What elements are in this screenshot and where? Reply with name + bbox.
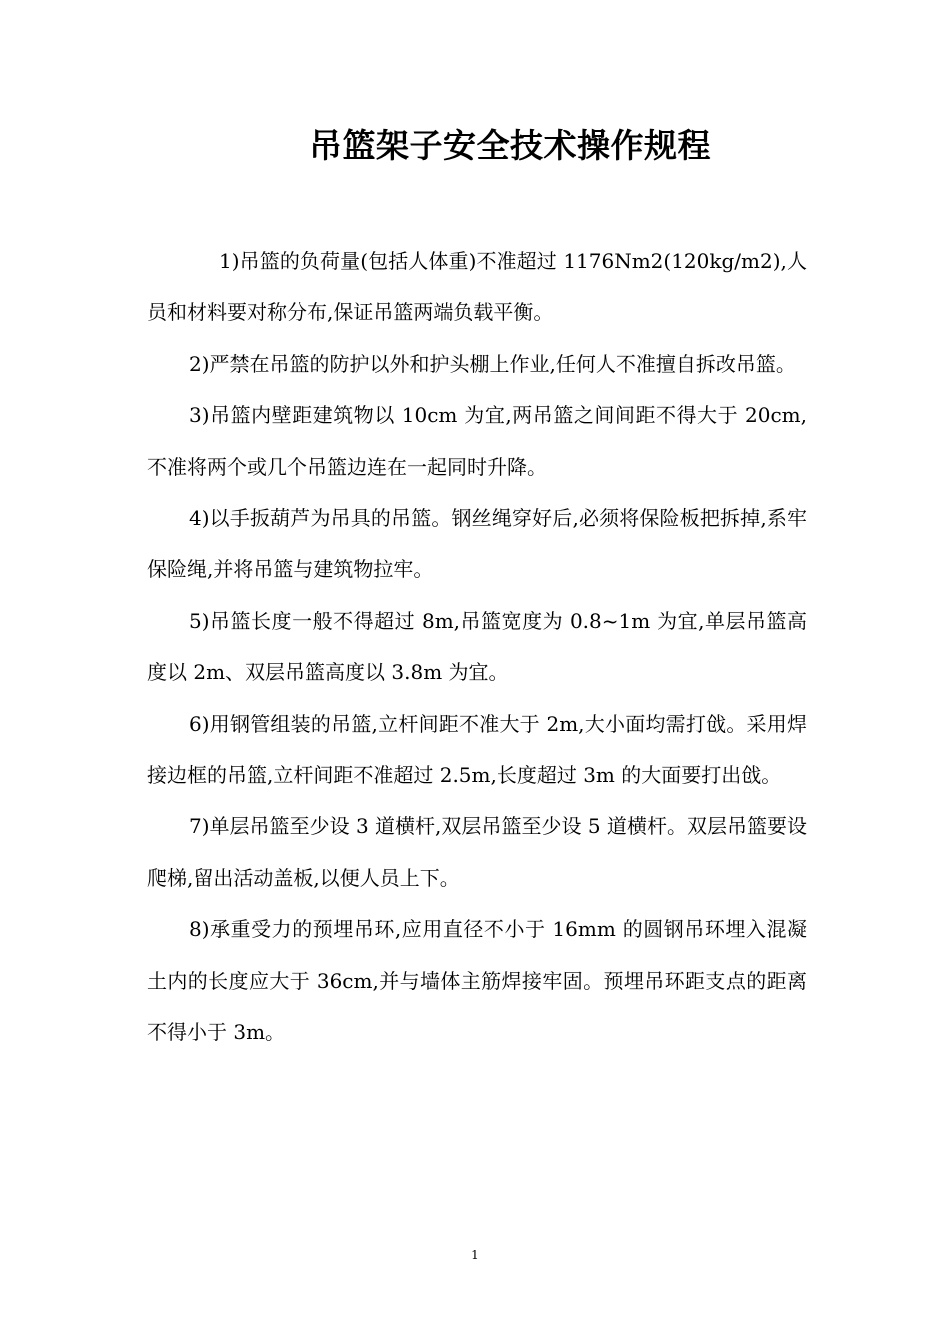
paragraph-6: 6)用钢管组装的吊篮,立杆间距不准大于 2m,大小面均需打戗。采用焊接边框的吊篮,立杆间距不准超过 2.5m,长度超过 3m 的大面要打出戗。 bbox=[147, 711, 807, 788]
paragraph-8: 8)承重受力的预埋吊环,应用直径不小于 16mm 的圆钢吊环埋入混凝土内的长度应大于 36cm,并与墙体主筋焊接牢固。预埋吊环距支点的距离不得小于 3m。 bbox=[147, 917, 807, 1045]
paragraph-7: 7)单层吊篮至少设 3 道横杆,双层吊篮至少设 5 道横杆。双层吊篮要设爬梯,留出活动盖板,以便人员上下。 bbox=[147, 814, 807, 890]
page-number: 1 bbox=[471, 1248, 479, 1262]
paragraph-3: 3)吊篮内壁距建筑物以 10cm 为宜,两吊篮之间间距不得大于 20cm,不准将两个或几个吊篮边连在一起同时升降。 bbox=[147, 403, 807, 479]
document-body bbox=[147, 236, 807, 1059]
document-title: 吊篮架子安全技术操作规程 bbox=[309, 126, 711, 165]
paragraph-2: 2)严禁在吊篮的防护以外和护头棚上作业,任何人不准擅自拆改吊篮。 bbox=[189, 351, 796, 376]
paragraph-1: 1)吊篮的负荷量(包括人体重)不准超过 1176Nm2(120kg/m2),人员和材料要对称分布,保证吊篮两端负载平衡。 bbox=[147, 249, 807, 325]
paragraph-5: 5)吊篮长度一般不得超过 8m,吊篮宽度为 0.8~1m 为宜,单层吊篮高度以 2m、双层吊篮高度以 3.8m 为宜。 bbox=[147, 608, 807, 685]
paragraph-4: 4)以手扳葫芦为吊具的吊篮。钢丝绳穿好后,必须将保险板把拆掉,系牢保险绳,并将吊篮与建筑物拉牢。 bbox=[147, 506, 807, 582]
